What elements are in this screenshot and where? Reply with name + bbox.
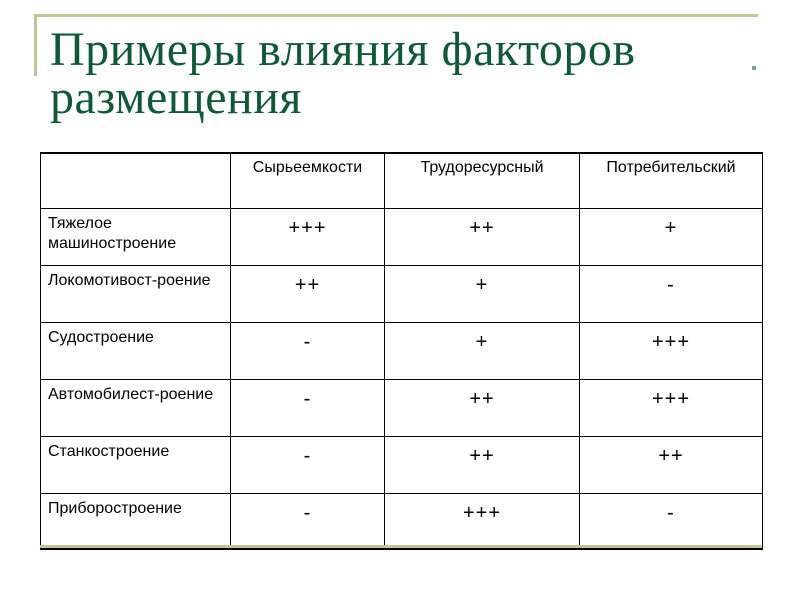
table-cell: -: [231, 436, 385, 493]
row-label: Судостроение: [41, 322, 231, 379]
table-cell: -: [580, 493, 763, 549]
table-cell: +++: [580, 379, 763, 436]
table-cell: ++: [385, 208, 580, 265]
slide-title: [50, 23, 636, 124]
table-row: [41, 265, 763, 322]
row-label: Приборостроение: [41, 493, 231, 549]
table-row: [41, 436, 763, 493]
slide-title-line1: Примеры влияния факторов: [50, 23, 636, 76]
table-cell: -: [580, 265, 763, 322]
table-row: [41, 493, 763, 549]
table-cell: +++: [231, 208, 385, 265]
table-cell: -: [231, 322, 385, 379]
table-cell: -: [231, 379, 385, 436]
factors-table: [40, 152, 763, 550]
column-header-raw-materials: Сырьеемкости: [231, 153, 385, 208]
table-cell: -: [231, 493, 385, 549]
column-header-consumer: Потребительский: [580, 153, 763, 208]
table-corner-cell: [41, 153, 231, 208]
table-cell: +++: [580, 322, 763, 379]
column-header-labor: Трудоресурсный: [385, 153, 580, 208]
table-row: [41, 379, 763, 436]
table-cell: +++: [385, 493, 580, 549]
table-cell: +: [385, 322, 580, 379]
table-cell: ++: [385, 379, 580, 436]
table-cell: ++: [580, 436, 763, 493]
table-cell: +: [385, 265, 580, 322]
table-bottom-accent-rule: [40, 545, 762, 548]
table-row: [41, 208, 763, 265]
row-label: Станкостроение: [41, 436, 231, 493]
slide-title-line2: размещения: [50, 71, 302, 124]
table-cell: ++: [231, 265, 385, 322]
title-dot-decoration: [752, 66, 756, 70]
table-header-row: [41, 153, 763, 208]
accent-rule-horizontal: [34, 14, 758, 17]
accent-rule-vertical: [34, 14, 37, 76]
row-label: Локомотивост-роение: [41, 265, 231, 322]
row-label: Автомобилест-роение: [41, 379, 231, 436]
row-label: Тяжелое машиностроение: [41, 208, 231, 265]
table-cell: ++: [385, 436, 580, 493]
table-row: [41, 322, 763, 379]
table-cell: +: [580, 208, 763, 265]
